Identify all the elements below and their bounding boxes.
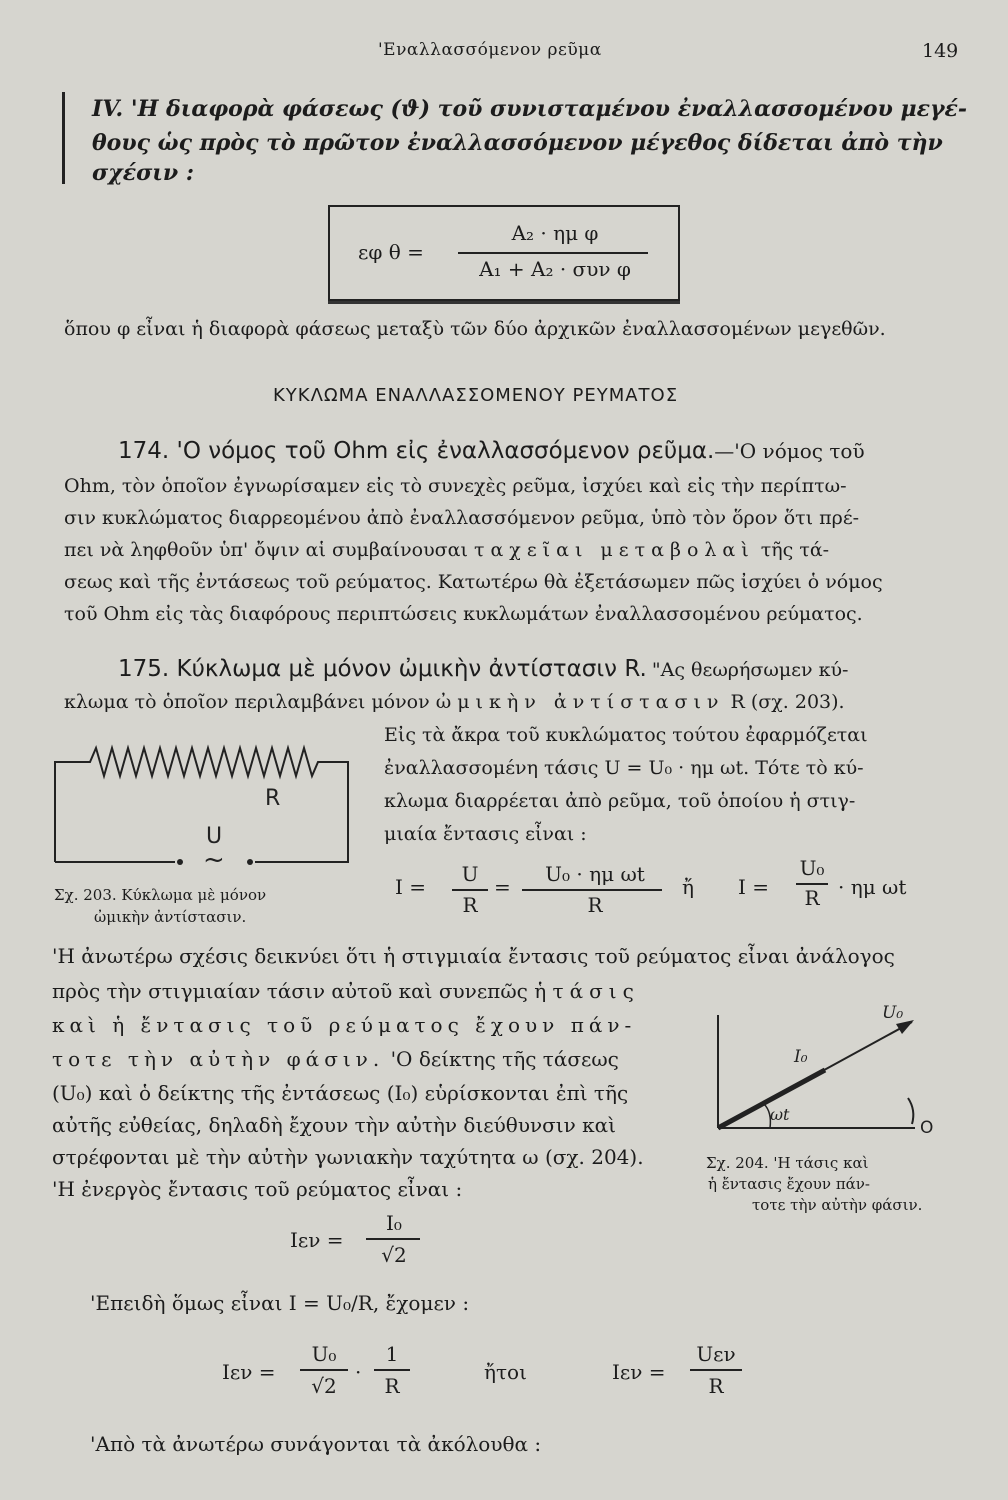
p175-spaced: ὠμικὴν ἀντίστασιν [435, 691, 725, 713]
fig204-caption-1: Σχ. 204. 'Η τάσις καὶ [706, 1154, 869, 1172]
formula2-or: ἤ [682, 875, 694, 899]
para2-line-3: καὶ ἡ ἔντασις τοῦ ρεύματος ἔχουν πάν- [52, 1013, 637, 1037]
formula4-d3: R [708, 1374, 724, 1398]
para2-line-7: στρέφονται μὲ τὴν αὐτὴν γωνιακὴν ταχύτητα ω (σχ. 204). [52, 1145, 644, 1169]
formula-box [328, 205, 680, 301]
terminal-left [177, 859, 183, 865]
para2-spaced-2: τοτε τὴν αὐτὴν φάσιν. [52, 1047, 385, 1071]
formula4-dot: · [355, 1360, 362, 1384]
formula2-n3: U₀ [799, 856, 825, 880]
phi-line: ὅπου φ εἶναι ἡ διαφορὰ φάσεως μεταξὺ τῶν δύο ἀρχικῶν ἐναλλασσομένων μεγεθῶν. [64, 318, 886, 340]
formula2-d3: R [804, 886, 820, 910]
formula4-d2: R [384, 1374, 400, 1398]
para2-line-6: αὐτῆς εὐθείας, δηλαδὴ ἔχουν τὴν αὐτὴν διεύθυνσιν καὶ [52, 1113, 617, 1137]
fig204-label-wt: ωt [770, 1105, 790, 1124]
p175-heading-row [118, 656, 848, 682]
formula3-lhs: Iεν = [290, 1228, 344, 1252]
since-line: 'Επειδὴ ὅμως εἶναι I = U₀/R, ἔχομεν : [90, 1291, 470, 1315]
p175-line-1 [64, 691, 845, 713]
circuit-diagram [50, 740, 360, 870]
p174-line-3a: πει νὰ ληφθοῦν ὑπ' ὄψιν αἱ συμβαίνουσαι [64, 539, 468, 561]
formula2-line2 [522, 889, 662, 891]
p175-line-1a: κλωμα τὸ ὁποῖον περιλαμβάνει μόνον [64, 691, 430, 713]
formula2-n1: U [461, 862, 479, 886]
page-number: 149 [922, 40, 959, 62]
para2-line-8: 'Η ἐνεργὸς ἔντασις τοῦ ρεύματος εἶναι : [52, 1177, 463, 1201]
formula2-d2: R [587, 893, 603, 917]
p174-line-5: τοῦ Ohm εἰς τὰς διαφόρους περιπτώσεις κυκλωμάτων ἐναλλασσομένου ρεύματος. [64, 603, 863, 625]
p174-line-1: Ohm, τὸν ὁποῖον ἐγνωρίσαμεν εἰς τὸ συνεχὲς ρεῦμα, ἰσχύει καὶ εἰς τὴν περίπτω- [64, 475, 847, 497]
fig203-label-u: U [206, 824, 223, 849]
para2-line-1: 'Η ἀνωτέρω σχέσις δεικνύει ὅτι ἡ στιγμιαία ἔντασις τοῦ ρεύματος εἶναι ἀνάλογος [52, 944, 895, 968]
formula4-n1: U₀ [311, 1342, 337, 1366]
iv-line-3: σχέσιν : [92, 160, 194, 186]
formula3-line [366, 1238, 420, 1240]
p175-right-4: μιαία ἔντασις εἶναι : [384, 823, 587, 845]
margin-bar [62, 92, 65, 184]
p174-spaced: ταχεῖαι μεταβολαὶ [473, 539, 755, 561]
fig204-label-u: U₀ [882, 1003, 904, 1023]
resistor-wire [55, 748, 348, 862]
p175-line-1c: R (σχ. 203). [730, 691, 845, 713]
fig203-caption-1: Σχ. 203. Κύκλωμα μὲ μόνον [54, 886, 267, 904]
formula2-i1: I = [395, 875, 427, 899]
p174-line-3c: τῆς τά- [760, 539, 830, 561]
fraction-line [458, 252, 648, 254]
iv-line-1: IV. 'Η διαφορὰ φάσεως (ϑ) τοῦ συνισταμένου ἐναλλασσομένου μεγέ- [92, 96, 968, 122]
rotation-mark [908, 1098, 913, 1124]
fig203-label-r: R [265, 786, 281, 811]
fig203-caption-2: ὠμικὴν ἀντίστασιν. [94, 908, 247, 926]
formula4-n3: Uεν [696, 1342, 736, 1366]
iv-line-2: θους ὡς πρὸς τὸ πρῶτον ἐναλλασσόμενον μέγεθος δίδεται ἀπὸ τὴν [92, 130, 943, 156]
section-title: ΚΥΚΛΩΜΑ ΕΝΑΛΛΑΣΣΟΜΕΝΟΥ ΡΕΥΜΑΤΟΣ [273, 385, 679, 406]
formula2-eq: = [494, 875, 511, 899]
formula2-line3 [796, 883, 828, 885]
formula4-line1 [300, 1369, 348, 1371]
formula3-num: I₀ [386, 1211, 402, 1235]
para2-line-4 [52, 1047, 619, 1071]
formula4-lhs2: Iεν = [612, 1360, 666, 1384]
last-line: 'Απὸ τὰ ἀνωτέρω συνάγονται τὰ ἀκόλουθα : [90, 1432, 542, 1456]
para2-line-5: (U₀) καὶ ὁ δείκτης τῆς ἐντάσεως (I₀) εὑρίσκονται ἐπὶ τῆς [52, 1081, 629, 1105]
formula3-den: √2 [381, 1243, 407, 1267]
formula4-n2: 1 [385, 1342, 399, 1366]
p175-right-1: Εἰς τὰ ἄκρα τοῦ κυκλώματος τούτου ἐφαρμόζεται [384, 724, 868, 746]
para2-line-4b: 'Ο δείκτης τῆς τάσεως [390, 1047, 619, 1071]
para2-spaced-1: τάσις [552, 979, 640, 1003]
fig204-caption-3: τοτε τὴν αὐτὴν φάσιν. [752, 1196, 923, 1214]
terminal-right [247, 859, 253, 865]
formula1-denominator: A₁ + A₂ · συν φ [479, 257, 631, 281]
p175-right-3: κλωμα διαρρέεται ἀπὸ ρεῦμα, τοῦ ὁποίου ἡ στιγ- [384, 790, 856, 812]
formula4-line2 [374, 1369, 410, 1371]
formula1-numerator: A₂ · ημ φ [511, 221, 599, 245]
formula4-lhs: Iεν = [222, 1360, 276, 1384]
formula1-lhs: εφ θ = [358, 240, 424, 264]
fig203-tilde: ~ [203, 845, 225, 870]
p174-line-3 [64, 539, 829, 561]
p174-line-2: σιν κυκλώματος διαρρεομένου ἀπὸ ἐναλλασσόμενον ρεῦμα, ὑπὸ τὸν ὅρον ὅτι πρέ- [64, 507, 860, 529]
running-header: 'Εναλλασσόμενον ρεῦμα [378, 40, 602, 60]
p174-heading-row [118, 438, 865, 464]
formula2-n2: U₀ · ημ ωt [545, 862, 645, 886]
formula4-htoi: ἤτοι [484, 1360, 527, 1384]
fig204-label-o: O [920, 1118, 934, 1138]
fig204-label-i: I₀ [794, 1047, 808, 1067]
formula2-line1 [452, 889, 488, 891]
formula2-d1: R [462, 893, 478, 917]
p174-line-4: σεως καὶ τῆς ἐντάσεως τοῦ ρεύματος. Κατωτέρω θὰ ἐξετάσωμεν πῶς ἰσχύει ὁ νόμος [64, 571, 883, 593]
formula4-d1: √2 [311, 1374, 337, 1398]
para2-line-2 [52, 979, 640, 1003]
formula4-line3 [690, 1369, 742, 1371]
p175-heading-tail: "Ας θεωρήσωμεν κύ- [651, 659, 849, 681]
p175-heading: 175. Κύκλωμα μὲ μόνον ὠμικὴν ἀντίστασιν R. [118, 656, 647, 682]
p174-heading-tail: —'Ο νόμος τοῦ [714, 439, 865, 463]
formula2-tail: · ημ ωt [838, 875, 907, 899]
p175-right-2: ἐναλλασσομένη τάσις U = U₀ · ημ ωt. Τότε τὸ κύ- [384, 757, 864, 779]
phasor-diagram [700, 1000, 960, 1145]
para2-line-2a: πρὸς τὴν στιγμιαίαν τάσιν αὐτοῦ καὶ συνεπῶς ἡ [52, 979, 547, 1003]
formula2-i2: I = [738, 875, 770, 899]
fig204-caption-2: ἡ ἔντασις ἔχουν πάν- [708, 1175, 870, 1193]
p174-heading: 174. 'Ο νόμος τοῦ Ohm εἰς ἐναλλασσόμενον ρεῦμα. [118, 438, 715, 464]
